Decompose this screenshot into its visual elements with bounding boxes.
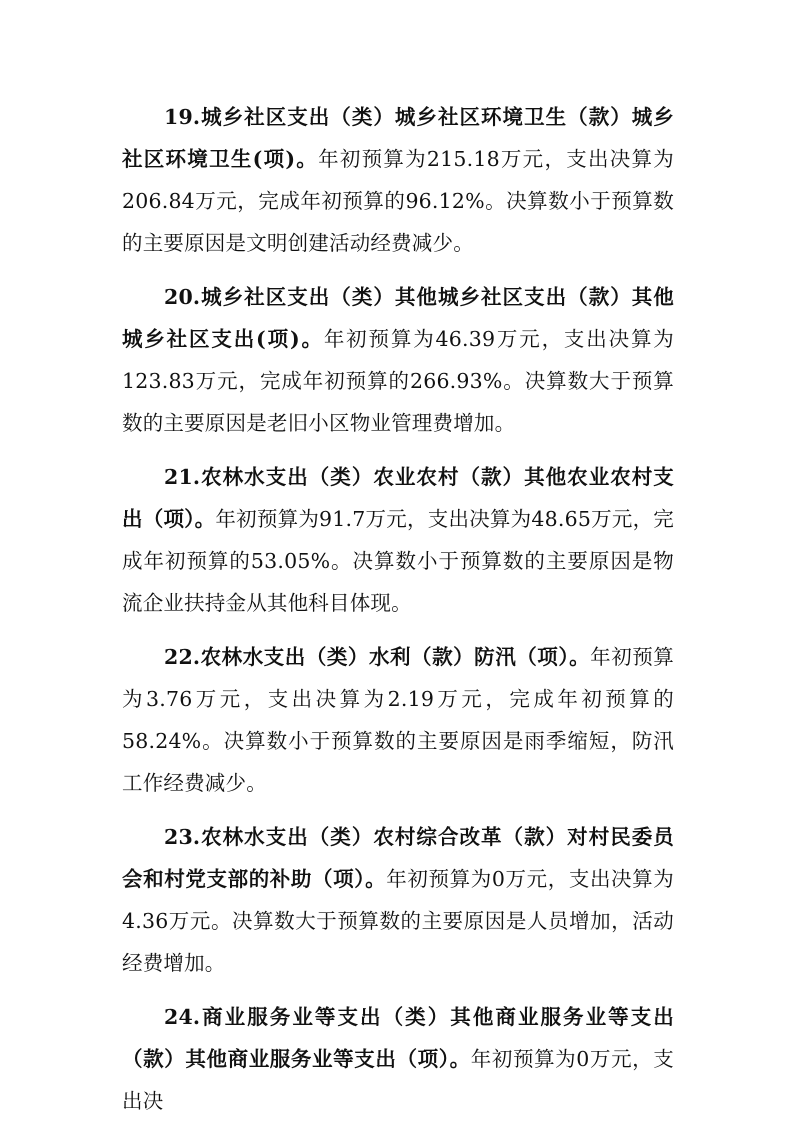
paragraph-21 — [122, 456, 674, 624]
paragraph-20 — [122, 276, 674, 444]
document-body — [122, 96, 674, 1134]
paragraph-22-heading: 22.农林水支出（类）水利（款）防汛（项）。 — [164, 645, 591, 669]
paragraph-22 — [122, 636, 674, 804]
paragraph-20-text: 年初预算为46.39万元，支出决算为123.83万元，完成年初预算的266.93%。决算数大于预算数的主要原因是老旧小区物业管理费增加。 — [122, 327, 674, 435]
paragraph-23-text: 年初预算为0万元，支出决算为4.36万元。决算数大于预算数的主要原因是人员增加，活动经费增加。 — [122, 867, 674, 975]
paragraph-21-text: 年初预算为91.7万元，支出决算为48.65万元，完成年初预算的53.05%。决算数小于预算数的主要原因是物流企业扶持金从其他科目体现。 — [122, 507, 674, 615]
paragraph-19-heading: 19.城乡社区支出（类）城乡社区环境卫生（款）城乡社区环境卫生(项)。 — [122, 105, 674, 171]
paragraph-23 — [122, 816, 674, 984]
paragraph-23-heading: 23.农林水支出（类）农村综合改革（款）对村民委员会和村党支部的补助（项）。 — [122, 825, 674, 891]
paragraph-24-text: 年初预算为0万元，支出决 — [122, 1047, 674, 1113]
paragraph-19-text: 年初预算为215.18万元，支出决算为206.84万元，完成年初预算的96.12%。决算数小于预算数的主要原因是文明创建活动经费减少。 — [122, 147, 674, 255]
paragraph-24 — [122, 996, 674, 1122]
paragraph-19 — [122, 96, 674, 264]
paragraph-20-heading: 20.城乡社区支出（类）其他城乡社区支出（款）其他城乡社区支出(项)。 — [122, 285, 674, 351]
paragraph-21-heading: 21.农林水支出（类）农业农村（款）其他农业农村支出（项）。 — [122, 465, 674, 531]
paragraph-22-text: 年初预算为3.76万元，支出决算为2.19万元，完成年初预算的58.24%。决算数小于预算数的主要原因是雨季缩短，防汛工作经费减少。 — [122, 645, 674, 795]
paragraph-24-heading: 24.商业服务业等支出（类）其他商业服务业等支出（款）其他商业服务业等支出（项）。 — [122, 1005, 674, 1071]
